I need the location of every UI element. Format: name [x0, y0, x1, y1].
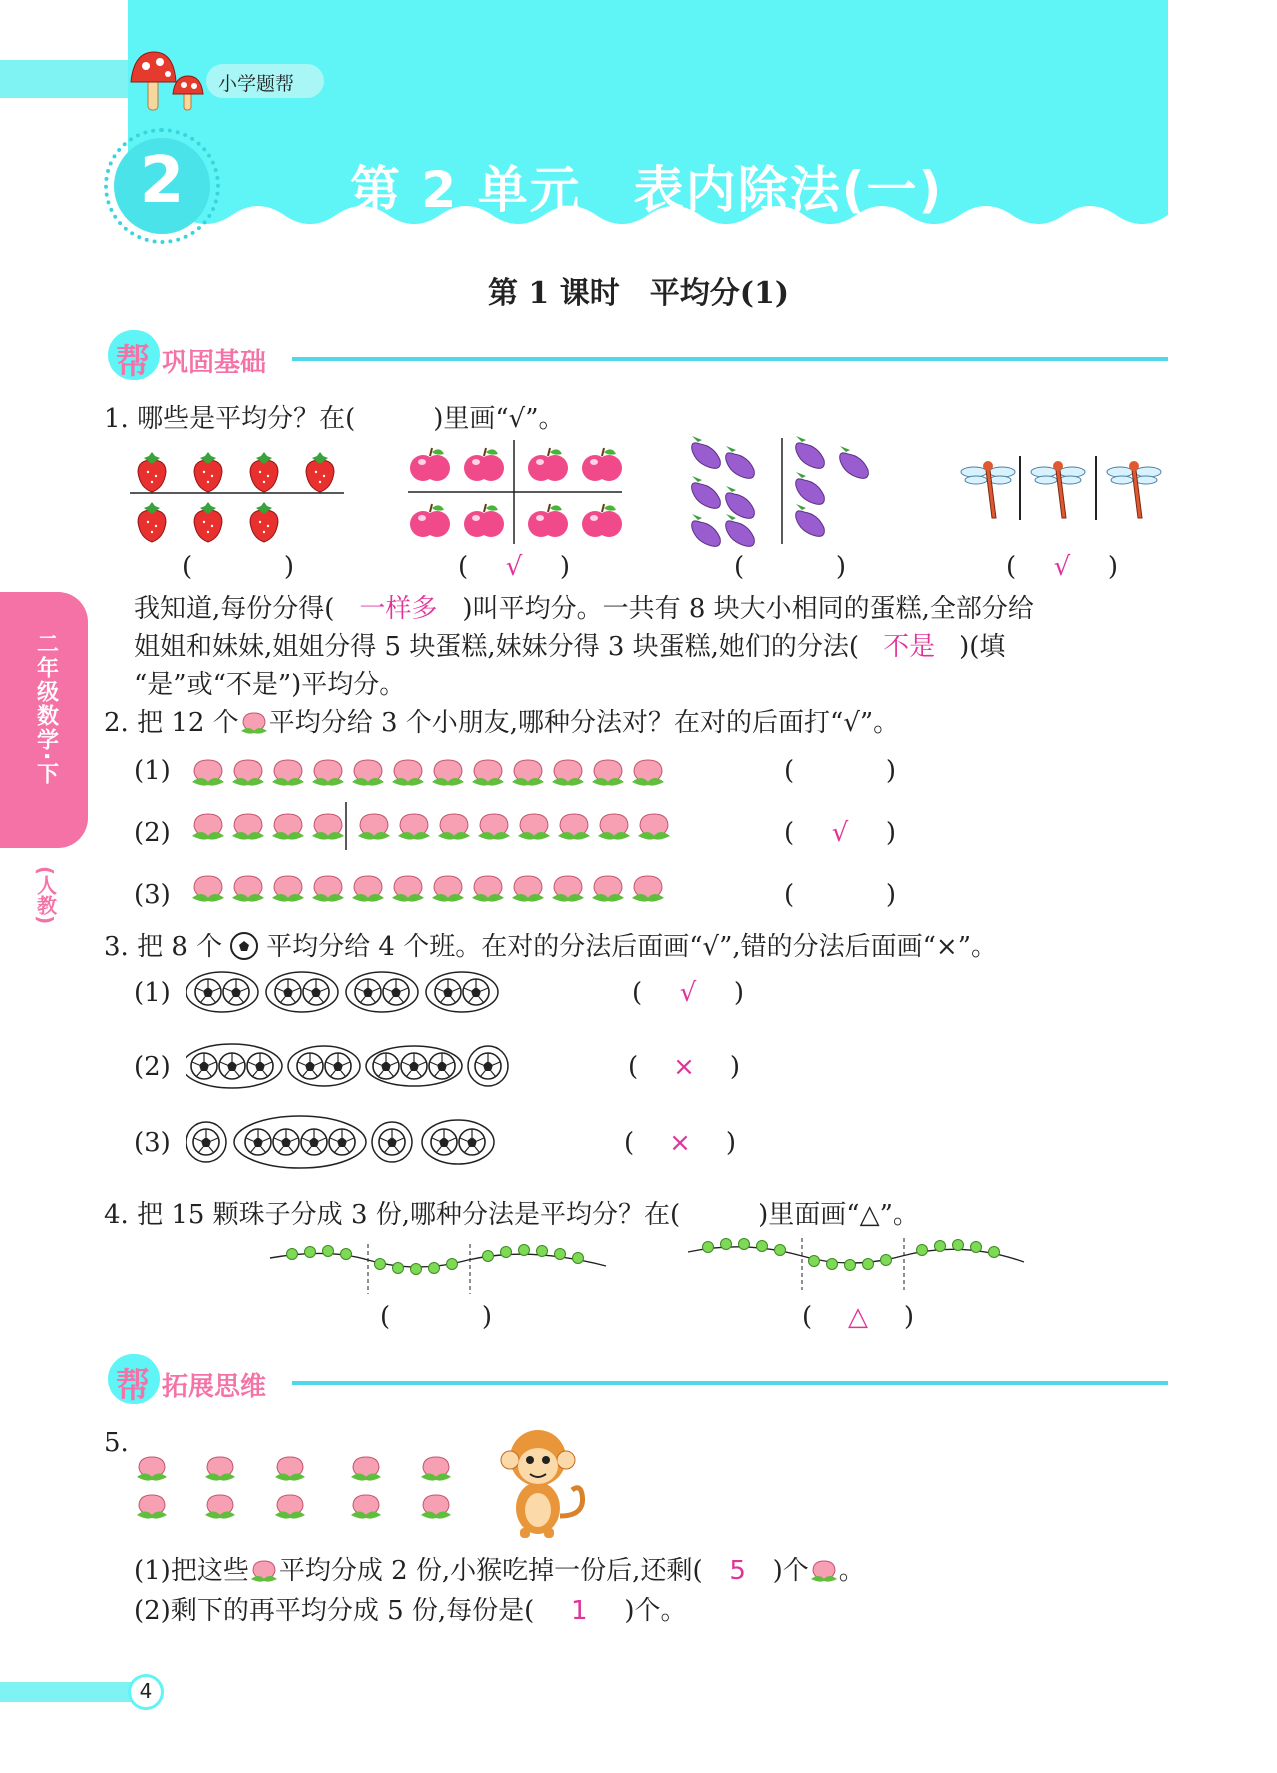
side-tab-text: 二年级数学·下: [33, 632, 59, 787]
peach-icon: [192, 876, 224, 902]
peach-icon: [558, 814, 590, 840]
q4-prompt: 4. 把 15 颗珠子分成 3 份,哪种分法是平均分？在( )里面画“△”。: [104, 1200, 919, 1230]
section-label: 拓展思维: [162, 1372, 267, 1402]
peach-icon: [552, 876, 584, 902]
peach-icon: [438, 814, 470, 840]
peach-icon: [239, 709, 269, 735]
q1-fill-answer-1[interactable]: 一样多: [359, 594, 438, 624]
peach-icon: [472, 876, 504, 902]
q3-figures: [186, 970, 526, 1190]
peach-icon: [432, 876, 464, 902]
q5-peaches: [130, 1448, 470, 1528]
peach-icon: [352, 760, 384, 786]
q3-row-3-label: (3): [134, 1128, 171, 1158]
peach-icon: [192, 814, 224, 840]
q1-fill-line-1: 我知道,每份分得( 一样多 )叫平均分。一共有 8 块大小相同的蛋糕,全部分给: [134, 590, 1034, 628]
peach-icon: [272, 814, 304, 840]
section-badge: 帮: [116, 1366, 150, 1406]
peach-icon: [809, 1557, 839, 1583]
peach-icon: [249, 1557, 279, 1583]
peach-icon: [312, 760, 344, 786]
peach-icon: [432, 760, 464, 786]
q1-fill-line-3: “是”或“不是”)平均分。: [134, 670, 406, 700]
peach-icon: [352, 876, 384, 902]
peach-icon: [472, 760, 504, 786]
q2-rows: [134, 748, 1134, 928]
peach-icon: [478, 814, 510, 840]
section-badge: 帮: [116, 342, 150, 382]
peach-icon: [632, 760, 664, 786]
peach-icon: [638, 814, 670, 840]
q1-figure-strawberries: [130, 448, 350, 548]
q3-row-2-label: (2): [134, 1052, 171, 1082]
peach-icon: [632, 876, 664, 902]
q2-row-3-label: (3): [134, 880, 171, 910]
q5-number: 5.: [104, 1428, 129, 1458]
q4-beads-b: [686, 1230, 1026, 1294]
peach-icon: [512, 760, 544, 786]
peach-icon: [232, 814, 264, 840]
soccer-ball-icon: [228, 931, 260, 961]
q1-figure-dragonflies: [958, 456, 1168, 536]
brand-label: 小学题帮: [218, 73, 295, 95]
unit-number: 2: [139, 144, 185, 218]
page-number: 4: [139, 1679, 153, 1703]
peach-icon: [392, 876, 424, 902]
q1-figure-eggplants: [684, 436, 904, 548]
peach-icon: [512, 876, 544, 902]
peach-icon: [232, 876, 264, 902]
peach-icon: [592, 760, 624, 786]
q5-sub1: (1)把这些 平均分成 2 份,小猴吃掉一份后,还剩( 5 )个 。: [134, 1552, 865, 1590]
section-rule: [292, 1381, 1168, 1385]
q5-sub2-answer[interactable]: 1: [571, 1596, 588, 1626]
q1-fill-answer-2[interactable]: 不是: [883, 632, 936, 662]
q1-figure-apples: [408, 440, 628, 550]
lesson-title: 第 1 课时 平均分(1): [487, 276, 790, 311]
peach-icon: [598, 814, 630, 840]
peach-icon: [518, 814, 550, 840]
monkey-icon: [498, 1424, 594, 1540]
unit-title: 第 2 单元 表内除法(一): [350, 161, 944, 219]
q5-sub1-answer[interactable]: 5: [729, 1556, 746, 1586]
side-tab-edition: (人教): [33, 866, 58, 925]
peach-icon: [552, 760, 584, 786]
q4-beads-a: [268, 1238, 608, 1298]
q1-fill-line-2: 姐姐和妹妹,姐姐分得 5 块蛋糕,妹妹分得 3 块蛋糕,她们的分法( 不是 )(填: [134, 628, 1005, 666]
peach-icon: [392, 760, 424, 786]
peach-icon: [272, 876, 304, 902]
peach-icon: [312, 814, 344, 840]
header-left-band: [0, 60, 130, 98]
section-rule: [292, 357, 1168, 361]
footer-band: [0, 1682, 140, 1702]
section-extend-header: [104, 1354, 1168, 1404]
q2-row-2-label: (2): [134, 818, 171, 848]
section-basic-header: [104, 330, 1168, 380]
q2-prompt: 2. 把 12 个 平均分给 3 个小朋友,哪种分法对？在对的后面打“√”。: [104, 708, 900, 738]
section-label: 巩固基础: [162, 348, 267, 378]
peach-icon: [232, 760, 264, 786]
peach-icon: [192, 760, 224, 786]
peach-icon: [398, 814, 430, 840]
peach-icon: [272, 760, 304, 786]
peach-icon: [358, 814, 390, 840]
q3-row-1-label: (1): [134, 978, 171, 1008]
mushroom-icon: [128, 46, 208, 114]
q1-prompt: 1. 哪些是平均分？在( )里画“√”。: [104, 404, 565, 434]
q3-prompt: 3. 把 8 个 平均分给 4 个班。在对的分法后面画“√”,错的分法后面画“×”。: [104, 932, 998, 962]
peach-icon: [592, 876, 624, 902]
q5-sub2: (2)剩下的再平均分成 5 份,每份是( 1 )个。: [134, 1592, 686, 1630]
peach-icon: [312, 876, 344, 902]
q2-row-1-label: (1): [134, 756, 171, 786]
